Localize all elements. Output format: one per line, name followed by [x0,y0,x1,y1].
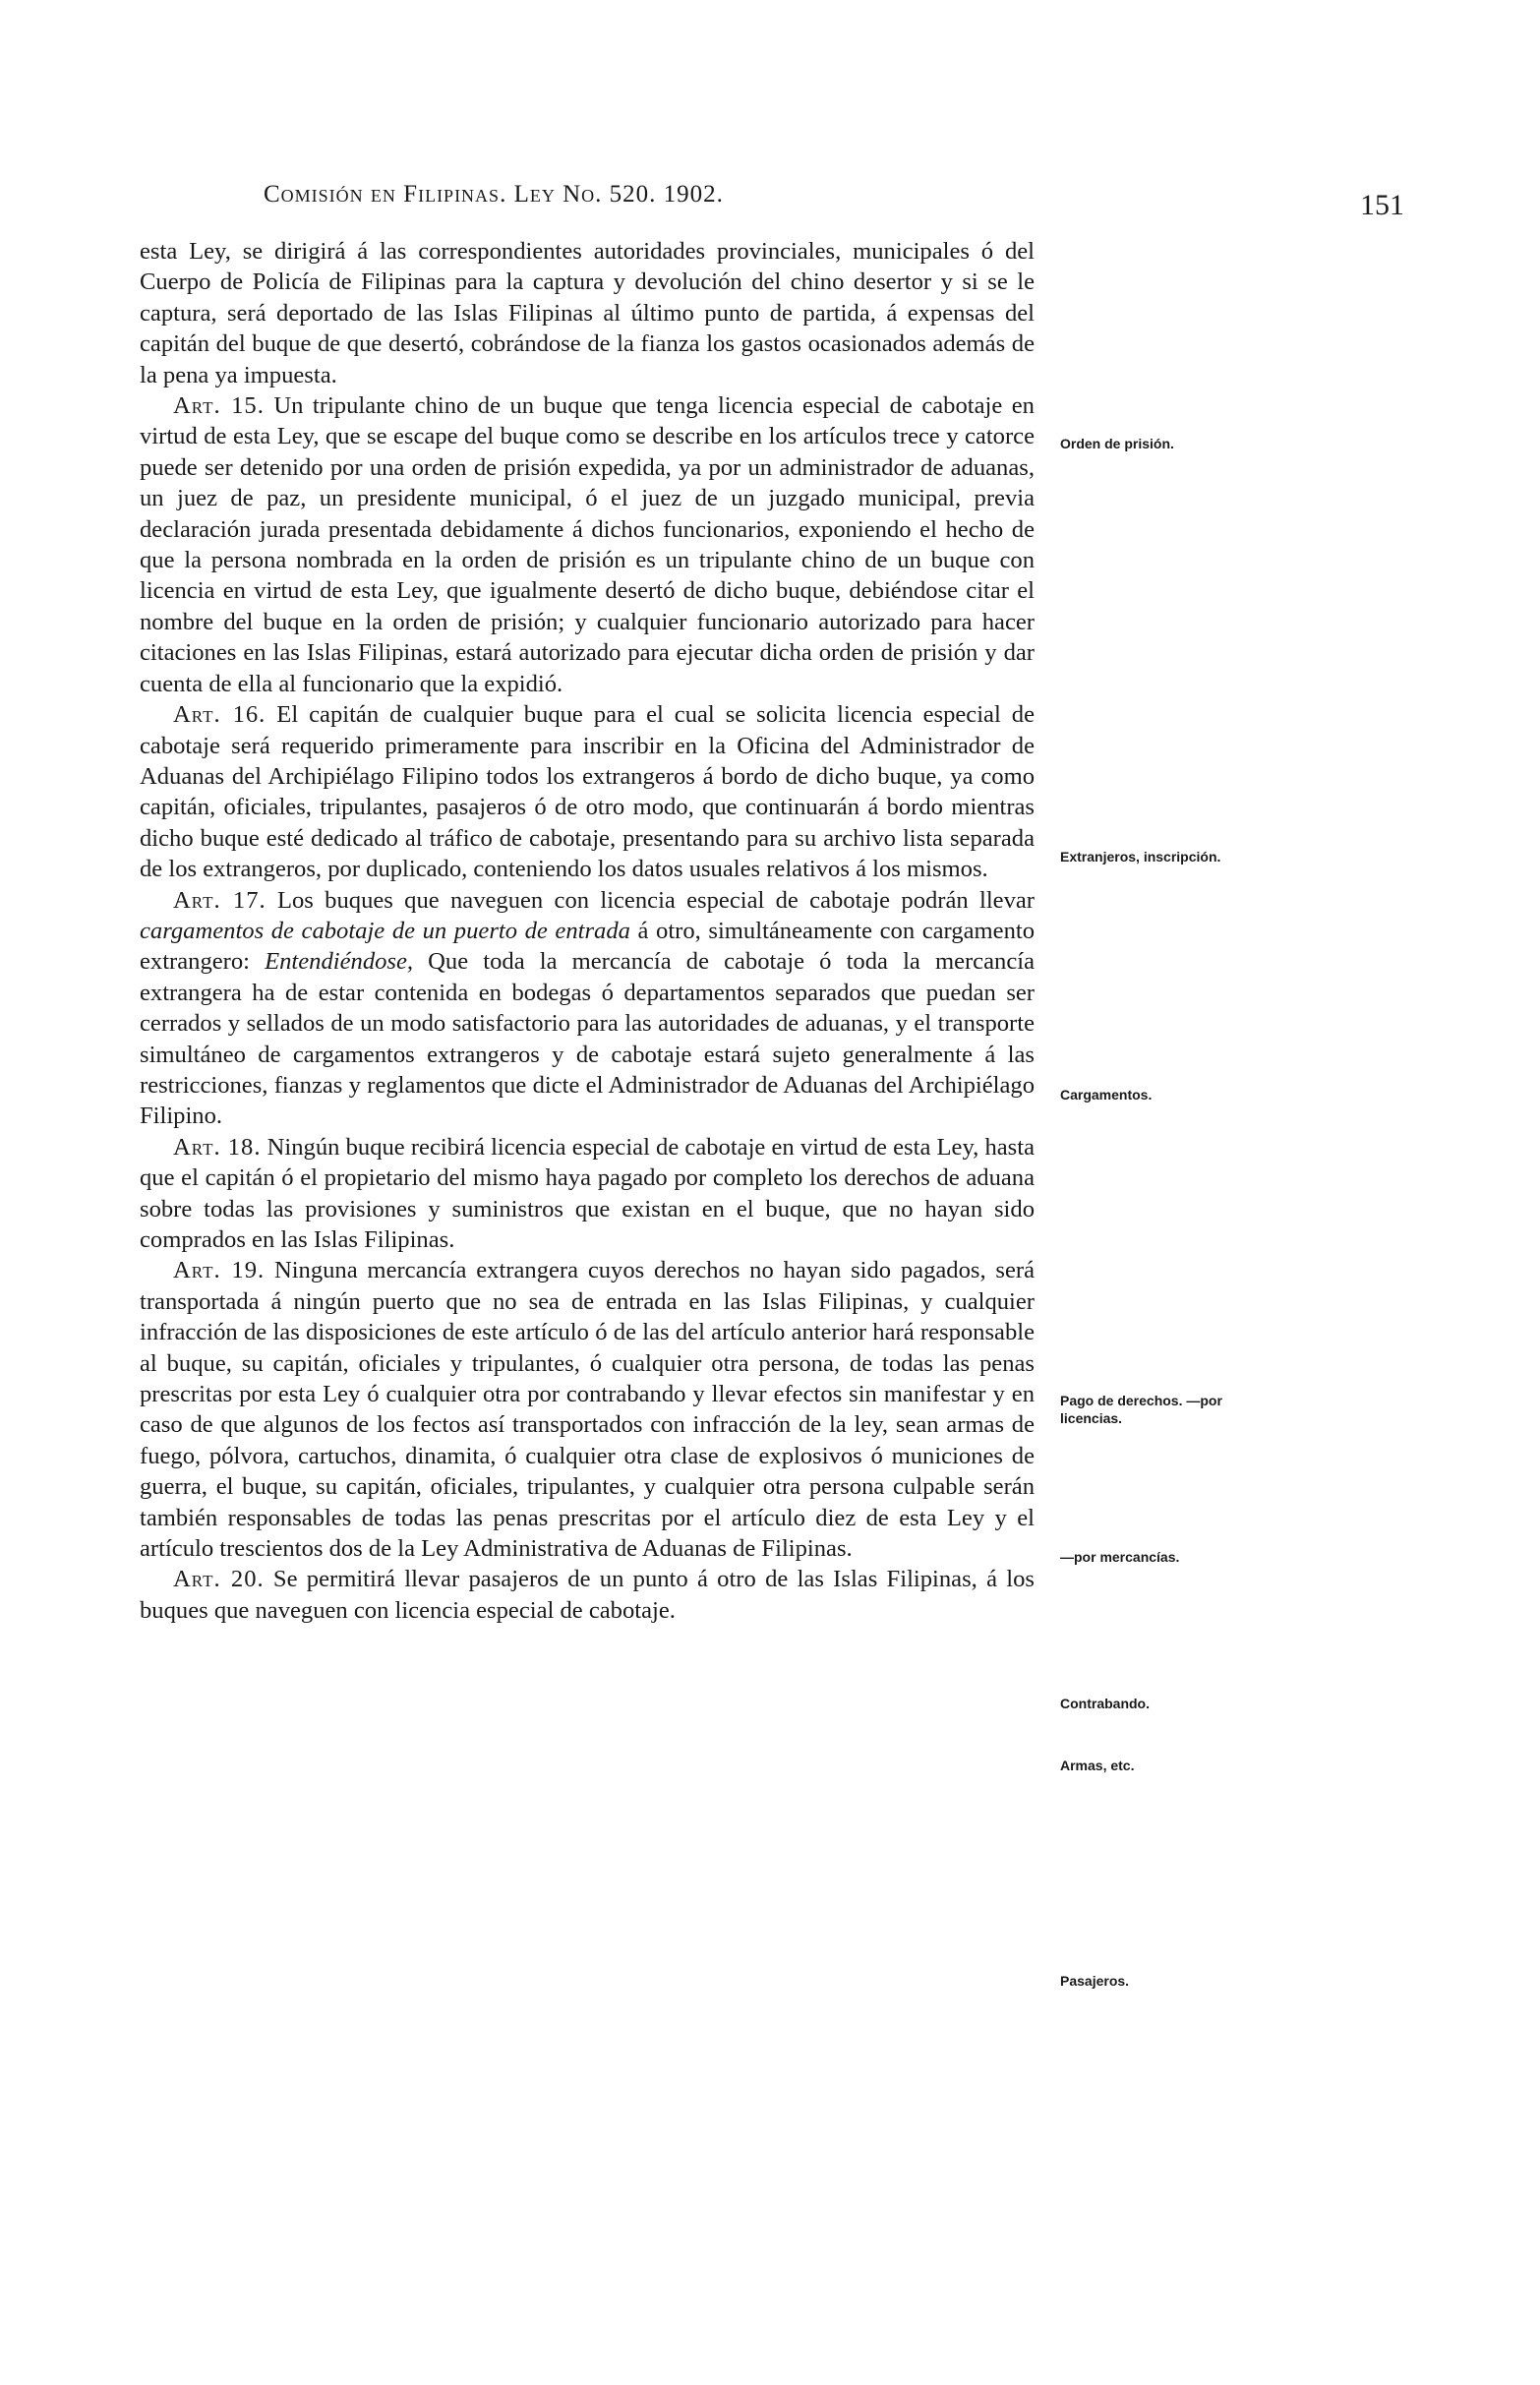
article-label: Art. 18. [173,1133,262,1161]
body-text [140,236,1035,1626]
margin-note-orden: Orden de prisión. [1060,436,1174,451]
margin-note-mercancias: —por mercancías. [1060,1549,1180,1565]
margin-note-armas: Armas, etc. [1060,1758,1135,1773]
article-text: El capitán de cualquier buque para el cual se solicita licencia especial de cabotaje será requerido primeramente para inscribir en la Oficina del Administrador de Aduanas del Archipiélago Filipino todos los extrangeros á bordo de dicho buque, ya como capitán, oficiales, tripulantes, pasajeros ó de otro modo, que continuarán á bordo mientras dicho buque esté dedicado al tráfico de cabotaje, presentando para su archivo lista separada de los extrangeros, por duplicado, conteniendo los datos usuales relativos á los mismos. [140,701,1035,883]
article-label: Art. 20. [173,1566,265,1593]
article-text: Se permitirá llevar pasajeros de un punto á otro de las Islas Filipinas, á los buques que naveguen con licencia especial de cabotaje. [140,1566,1035,1624]
article-label: Art. 17. [173,886,267,914]
article-text: á otro, simultáneamente con cargamento extrangero: [140,917,1035,976]
page-header [195,179,1404,221]
article-text: Los buques que naveguen con licencia especial de cabotaje podrán llevar [266,886,1035,914]
margin-note-extranjeros: Extranjeros, inscripción. [1060,849,1221,865]
article-emphasis: Entendiéndose, [265,948,414,976]
margin-note-contrabando: Contrabando. [1060,1696,1150,1711]
article-text: Ningún buque recibirá licencia especial de cabotaje en virtud de esta Ley, hasta que el capitán ó el propietario del mismo haya pagado por completo los derechos de aduana sobre todas las provisiones y suministros que existan en el buque, que no hayan sido comprados en las Islas Filipinas. [140,1133,1035,1253]
article-17 [140,885,1035,1132]
article-emphasis: cargamentos de cabotaje de un puerto de entrada [140,917,630,944]
margin-note-pasajeros: Pasajeros. [1060,1973,1130,1989]
article-text: Ninguna mercancía extrangera cuyos derechos no hayan sido pagados, será transportada á ningún puerto que no sea de entrada en las Islas Filipinas, y cualquier infracción de las disposiciones de este artículo ó de las del artículo anterior hará responsable al buque, su capitán, oficiales y tripulantes, ó cualquier otra persona, de todas las penas prescritas por esta Ley ó cualquier otra por contrabando y llevar efectos sin manifestar y en caso de que algunos de los fectos así transportados con infracción de la ley, sean armas de fuego, pólvora, cartuchos, dinamita, ó cualquier otra clase de explosivos ó municiones de guerra, el buque, su capitán, oficiales, tripulantes, y cualquier otra persona culpable serán también responsables de todas las penas prescritas por el artículo diez de esta Ley y el artículo trescientos dos de la Ley Administrativa de Aduanas de Filipinas. [140,1257,1035,1563]
paragraph-text: esta Ley, se dirigirá á las correspondientes autoridades provinciales, municipales ó del Cuerpo de Policía de Filipinas para la captura y devolución del chino desertor y si se le captura, será deportado de las Islas Filipinas al último punto de partida, á expensas del capitán del buque de que desertó, cobrándose de la fianza los gastos ocasionados además de la pena ya impuesta. [140,238,1035,388]
article-19 [140,1255,1035,1564]
article-label: Art. 16. [173,701,267,729]
article-text: Un tripulante chino de un buque que tenga licencia especial de cabotaje en virtud de esta Ley, que se escape del buque como se describe en los artículos trece y catorce puede ser detenido por una orden de prisión expedida, ya por un administrador de aduanas, un juez de paz, un presidente municipal, ó el juez de un juzgado municipal, previa declaración jurada presentada debidamente á dichos funcionarios, exponiendo el hecho de que la persona nombrada en la orden de prisión es un tripulante chino de un buque con licencia en virtud de esta Ley, que igualmente desertó de dicho buque, debiéndose citar el nombre del buque en la orden de prisión; y cualquier funcionario autorizado para hacer citaciones en las Islas Filipinas, estará autorizado para ejecutar dicha orden de prisión y dar cuenta de ella al funcionario que la expidió. [140,392,1035,697]
article-label: Art. 15. [173,392,265,420]
article-15 [140,390,1035,699]
margin-note-pago: Pago de derechos. —por licencias. [1060,1393,1222,1426]
article-text: Que toda la mercancía de cabotaje ó toda la mercancía extrangera ha de estar contenida en bodegas ó departamentos separados que puedan ser cerrados y sellados de un modo satisfactorio para las autoridades de aduanas, y el transporte simultáneo de cargamentos extrangeros y de cabotaje estará sujeto generalmente á las restricciones, fianzas y reglamentos que dicte el Administrador de Aduanas del Archipiélago Filipino. [140,948,1035,1130]
running-head: Comisión en Filipinas. Ley No. 520. 1902. [264,181,724,208]
article-label: Art. 19. [173,1257,266,1284]
article-18 [140,1132,1035,1256]
page-number: 151 [1360,189,1404,221]
article-16 [140,699,1035,884]
paragraph-continuation [140,236,1035,390]
article-20 [140,1564,1035,1626]
margin-note-cargamentos: Cargamentos. [1060,1087,1153,1103]
